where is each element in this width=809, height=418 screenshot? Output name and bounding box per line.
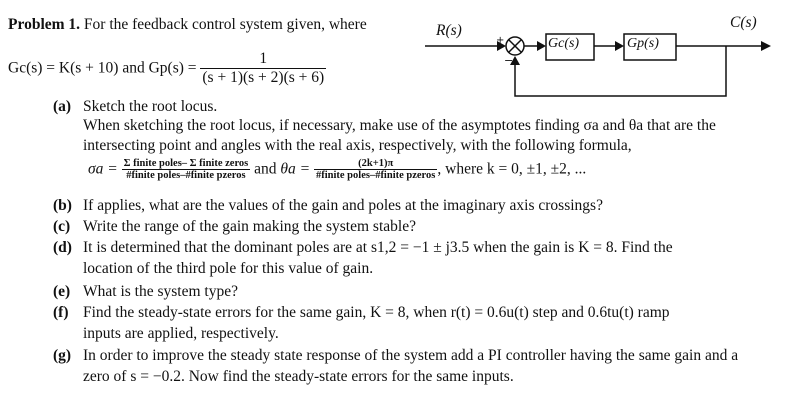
part-a-text: Sketch the root locus.: [83, 98, 218, 115]
part-a: [53, 98, 217, 116]
part-c: [53, 218, 416, 236]
gp-denominator: (s + 1)(s + 2)(s + 6): [202, 69, 325, 86]
error-arrow: [537, 41, 546, 51]
input-label: R(s): [436, 22, 462, 39]
part-b: [53, 197, 603, 215]
part-d-text: It is determined that the dominant poles are at s1,2 = −1 ± j3.5 when the gain is K = 8. Find the: [83, 239, 673, 256]
sigma-numerator: Σ finite poles– Σ finite zeros: [123, 158, 249, 169]
part-e-text: What is the system type?: [83, 283, 238, 300]
where-clause: , where k = 0, ±1, ±2, ...: [437, 160, 587, 178]
problem-header: [8, 16, 367, 34]
part-d-label: (d): [53, 239, 72, 256]
summing-junction: [496, 35, 524, 67]
part-d: [53, 239, 673, 257]
part-b-label: (b): [53, 197, 72, 214]
output-arrow: [761, 41, 771, 51]
problem-intro: For the feedback control system given, where: [83, 16, 367, 33]
gp-fraction: [200, 50, 326, 87]
plant-label: Gp(s): [627, 36, 659, 51]
part-e: [53, 283, 238, 301]
part-f: [53, 304, 670, 322]
part-d-continuation: location of the third pole for this value of gain.: [83, 260, 374, 277]
theta-lhs: θa =: [280, 160, 311, 178]
part-f-text: Find the steady-state errors for the same gain, K = 8, when r(t) = 0.6u(t) step and 0.6tu(t) ramp: [83, 304, 670, 321]
controller-label: Gc(s): [548, 36, 580, 51]
part-a-label: (a): [53, 98, 72, 115]
svg-text:+: +: [496, 35, 505, 46]
part-b-text: If applies, what are the values of the gain and poles at the imaginary axis crossings?: [83, 197, 603, 214]
part-g: [53, 347, 738, 365]
theta-numerator: (2k+1)π: [358, 158, 394, 169]
part-a-line2: intersecting point and angles with the real axis, respectively, with the following formula,: [83, 137, 632, 154]
part-g-text: In order to improve the steady state response of the system add a PI controller having the same gain and a: [83, 347, 739, 364]
part-c-label: (c): [53, 218, 71, 235]
theta-denominator: #finite poles–#finite pzeros: [315, 170, 436, 181]
part-e-label: (e): [53, 283, 71, 300]
part-g-continuation: zero of s = −0.2. Now find the steady-state errors for the same inputs.: [83, 368, 514, 385]
transfer-function-definition: [8, 50, 326, 87]
part-f-continuation: inputs are applied, respectively.: [83, 325, 279, 342]
theta-fraction: [314, 158, 437, 181]
gp-numerator: 1: [259, 50, 268, 67]
and-word: and: [254, 160, 277, 178]
problem-title: Problem 1.: [8, 16, 81, 33]
part-a-line1: When sketching the root locus, if necessary, make use of the asymptotes finding σa and θa that are the: [83, 117, 716, 134]
gc-definition: Gc(s) = K(s + 10) and Gp(s) =: [8, 59, 197, 77]
sigma-fraction: [122, 158, 251, 181]
part-c-text: Write the range of the gain making the system stable?: [83, 218, 416, 235]
sigma-lhs: σa =: [88, 160, 118, 178]
asymptote-formula: [88, 158, 586, 181]
output-label: C(s): [730, 14, 757, 31]
svg-text:−: −: [504, 54, 514, 67]
control-arrow: [615, 41, 624, 51]
part-f-label: (f): [53, 304, 69, 321]
part-g-label: (g): [53, 347, 72, 364]
sigma-denominator: #finite poles–#finite pzeros: [122, 169, 251, 181]
